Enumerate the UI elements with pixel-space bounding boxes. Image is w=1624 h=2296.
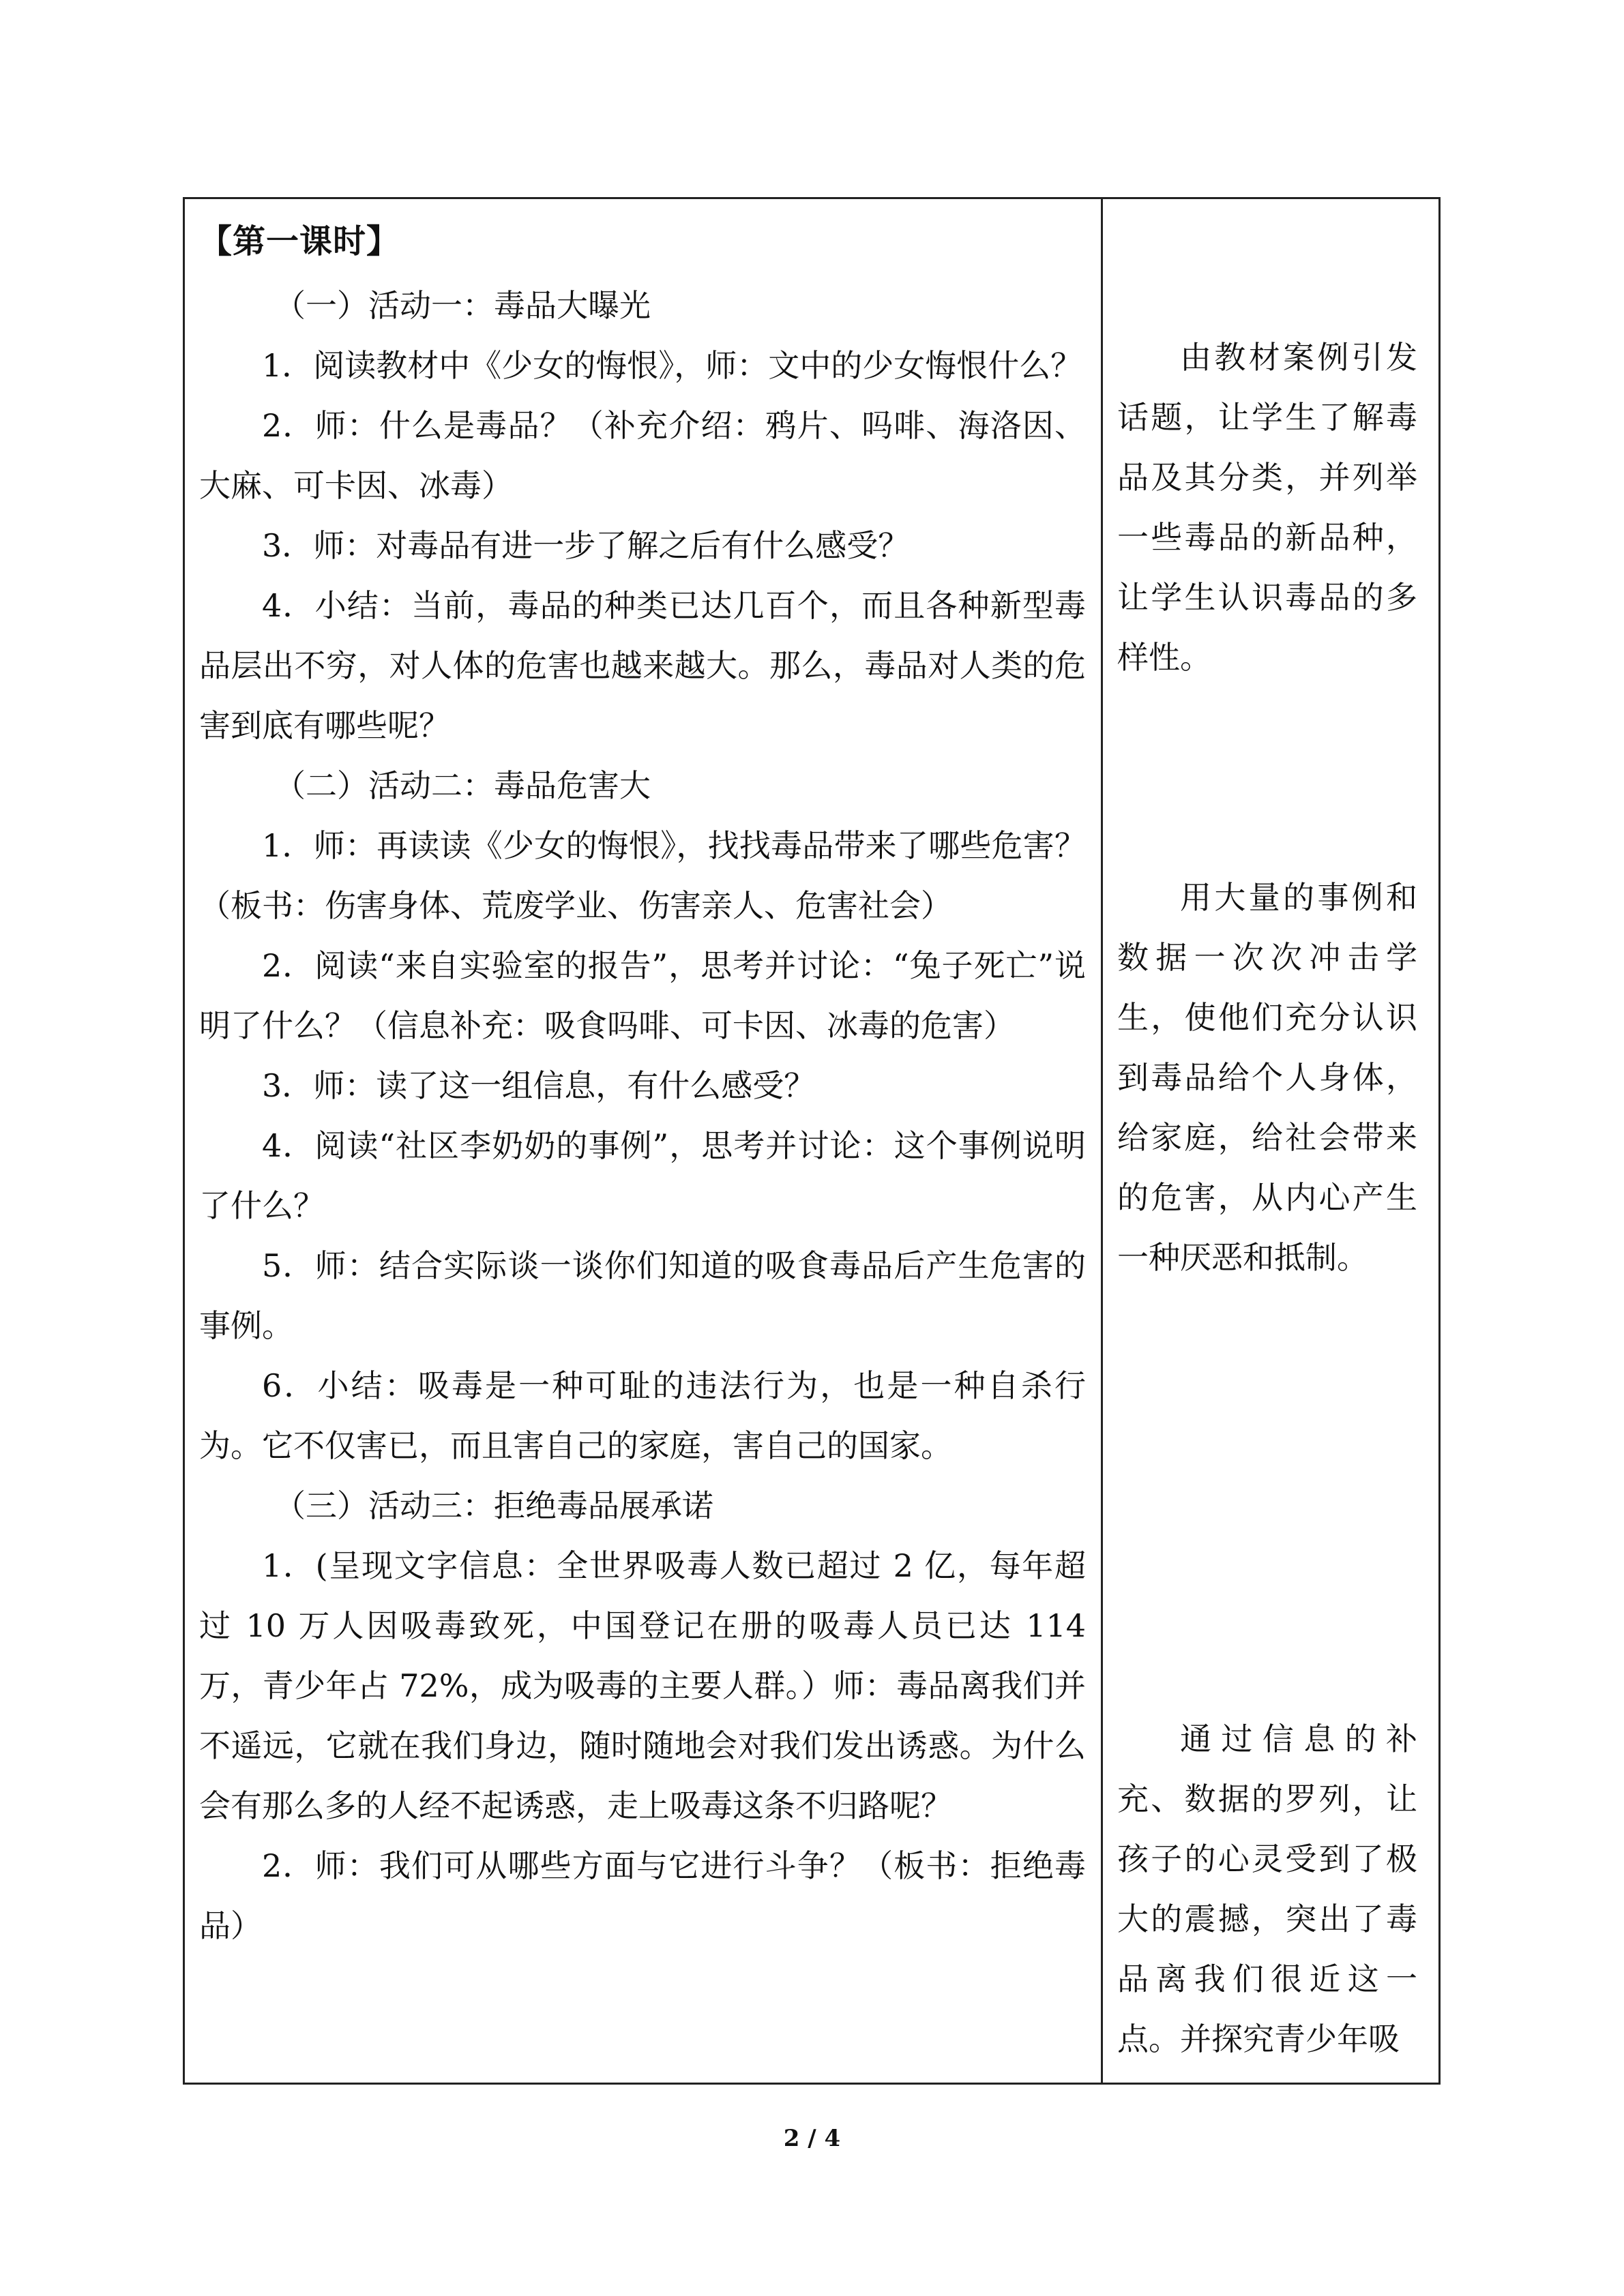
teaching-steps [199,275,1086,1956]
step-item: 2．师：什么是毒品？（补充介绍：鸦片、吗啡、海洛因、大麻、可卡因、冰毒） [199,407,1086,504]
design-note-text: 由教材案例引发话题，让学生了解毒品及其分类，并列举一些毒品的新品种，让学生认识毒品的多样性。 [1117,339,1417,676]
lesson-heading: 【第一课时】 [199,222,400,260]
activity-heading: （一）活动一：毒品大曝光 [274,287,651,324]
step-item: 2．师：我们可从哪些方面与它进行斗争？（板书：拒绝毒品） [199,1847,1086,1944]
activity-heading: （三）活动三：拒绝毒品展承诺 [274,1487,713,1524]
step-item: 3．师：对毒品有进一步了解之后有什么感受？ [262,527,910,564]
design-note-2 [1117,867,1417,1287]
column-divider [1101,197,1103,2085]
step-item: 3．师：读了这一组信息，有什么感受？ [262,1067,816,1104]
design-note-text: 用大量的事例和数据一次次冲击学生，使他们充分认识到毒品给个人身体，给家庭，给社会带来的危害，从内心产生一种厌恶和抵制。 [1117,879,1417,1276]
step-item: 6．小结：吸毒是一种可耻的违法行为，也是一种自杀行为。它不仅害已，而且害自己的家庭，害自己的国家。 [199,1367,1086,1464]
step-item: 1．师：再读读《少女的悔恨》，找找毒品带来了哪些危害？（板书：伤害身体、荒废学业、伤害亲人、危害社会） [199,827,1086,924]
step-item: 5．师：结合实际谈一谈你们知道的吸食毒品后产生危害的事例。 [199,1247,1086,1344]
design-note-3 [1117,1709,1417,2069]
design-note-text: 通过信息的补充、数据的罗列，让孩子的心灵受到了极大的震撼，突出了毒品离我们很近这一点。并探究青少年吸 [1117,1720,1417,2057]
step-item: 2．阅读“来自实验室的报告”，思考并讨论：“兔子死亡”说明了什么？（信息补充：吸食吗啡、可卡因、冰毒的危害） [199,947,1086,1044]
page-indicator: 2 / 4 [783,2125,841,2152]
step-item: 4．阅读“社区李奶奶的事例”，思考并讨论：这个事例说明了什么？ [199,1127,1086,1224]
teaching-process-column [199,211,1086,1956]
step-item: 1．阅读教材中《少女的悔恨》，师：文中的少女悔恨什么？ [262,347,1082,384]
design-note-1 [1117,327,1417,687]
activity-heading: （二）活动二：毒品危害大 [274,767,651,804]
step-item: 1．(呈现文字信息：全世界吸毒人数已超过 2 亿，每年超过 10 万人因吸毒致死，中国登记在册的吸毒人员已达 114 万，青少年占 72%，成为吸毒的主要人群。）师：毒品离我们并不遥远，它就在我们身边，随时随地会对我们发出诱惑。为什么会有那么多的人经不起诱惑，走上吸毒这条不归路呢？ [199,1547,1086,1824]
step-item: 4．小结：当前，毒品的种类已达几百个，而且各种新型毒品层出不穷，对人体的危害也越来越大。那么，毒品对人类的危害到底有哪些呢？ [199,587,1086,744]
